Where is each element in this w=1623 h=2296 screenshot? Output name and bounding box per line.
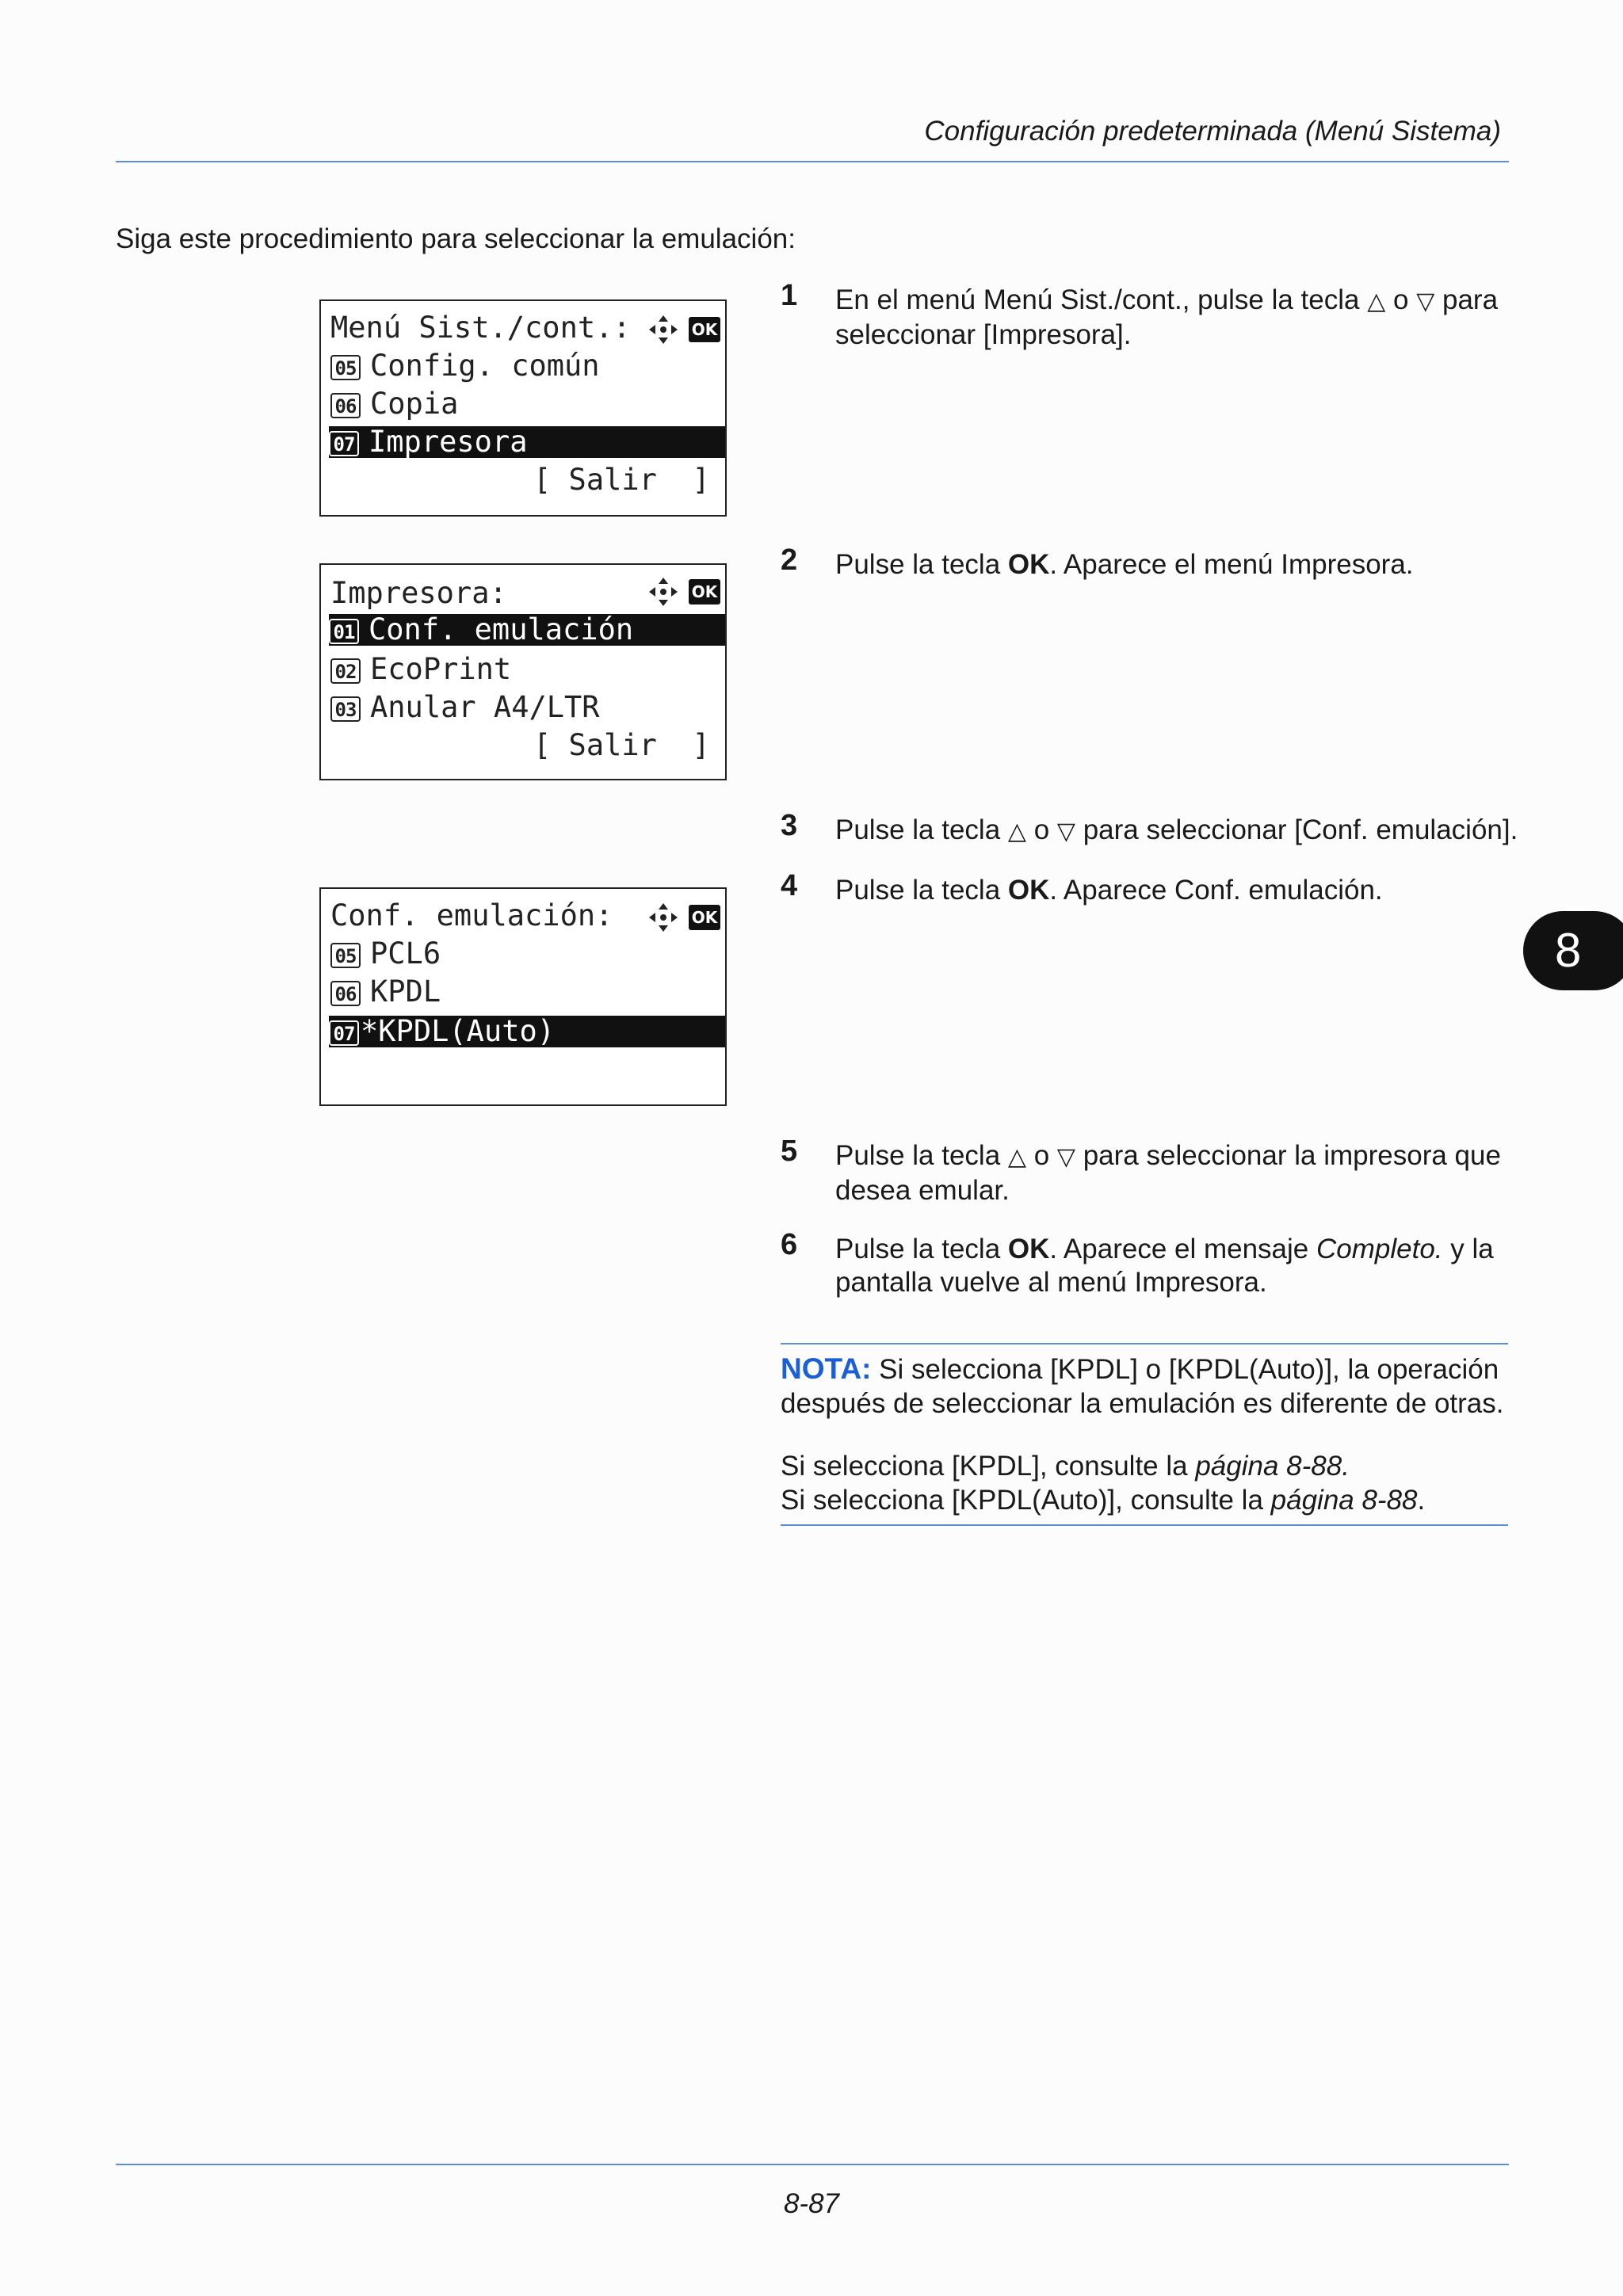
lcd-title: Impresora: — [330, 576, 507, 610]
menu-item — [330, 388, 725, 420]
item-label: Anular A4/LTR — [370, 690, 600, 724]
footer-rule — [116, 2164, 1509, 2165]
navigation-arrows-icon — [647, 576, 679, 608]
down-arrow-key-icon: ▽ — [1416, 288, 1435, 315]
menu-item — [330, 692, 725, 723]
ok-key-icon: OK — [689, 317, 720, 342]
item-label: Copia — [370, 387, 459, 421]
up-arrow-key-icon: △ — [1367, 288, 1386, 315]
item-label: *KPDL(Auto) — [361, 1014, 556, 1048]
exit-softkey: [ Salir ] — [533, 728, 710, 762]
item-label: PCL6 — [370, 936, 441, 971]
step-number: 6 — [781, 1228, 798, 1261]
step-text: Pulse la tecla OK. Aparece Conf. emulación. — [835, 875, 1383, 906]
note-label: NOTA: — [781, 1352, 872, 1385]
down-arrow-key-icon: ▽ — [1056, 1144, 1075, 1170]
intro-text: Siga este procedimiento para seleccionar la emulación: — [116, 223, 796, 254]
item-label: Conf. emulación — [369, 612, 634, 646]
header-rule — [116, 161, 1509, 162]
navigation-arrows-icon — [647, 902, 679, 933]
menu-item-selected — [329, 1016, 725, 1047]
up-arrow-key-icon: △ — [1007, 1144, 1026, 1170]
menu-item-selected — [329, 426, 725, 458]
step-text: En el menú Menú Sist./cont., pulse la tecla △ o ▽ para seleccionar [Impresora]. — [835, 284, 1499, 350]
menu-item — [330, 976, 725, 1008]
menu-item — [330, 938, 725, 970]
note-bottom-rule — [781, 1524, 1508, 1526]
item-label: Impresora — [369, 425, 528, 459]
item-label: EcoPrint — [370, 652, 512, 686]
menu-item — [330, 350, 725, 382]
ok-key-icon: OK — [689, 905, 720, 930]
page-number: 8-87 — [783, 2188, 840, 2219]
note-reference: Si selecciona [KPDL(Auto)], consulte la página 8-88. — [781, 1485, 1426, 1516]
item-number: 03 — [330, 696, 361, 722]
down-arrow-key-icon: ▽ — [1056, 818, 1075, 845]
menu-item — [330, 654, 725, 685]
step-text: Pulse la tecla OK. Aparece el mensaje Completo. y la pantalla vuelve al menú Impresora. — [835, 1234, 1494, 1298]
step-number: 1 — [781, 279, 798, 312]
item-number: 01 — [329, 619, 359, 644]
step-number: 4 — [781, 869, 798, 902]
item-number: 06 — [330, 981, 361, 1006]
ok-key-icon: OK — [689, 579, 720, 605]
lcd-screen-system-menu — [319, 299, 727, 517]
menu-item-selected — [329, 614, 725, 646]
item-number: 05 — [330, 355, 361, 380]
step-text: Pulse la tecla △ o ▽ para seleccionar la impresora que desea emular. — [835, 1140, 1501, 1206]
note-top-rule — [781, 1343, 1508, 1344]
up-arrow-key-icon: △ — [1007, 818, 1026, 845]
item-number: 02 — [330, 658, 361, 684]
note-box: NOTA: Si selecciona [KPDL] o [KPDL(Auto)], la operación después de seleccionar la emulación es diferente de otras. — [781, 1352, 1504, 1419]
item-number: 06 — [330, 393, 361, 418]
lcd-title: Menú Sist./cont.: — [330, 311, 631, 345]
running-header: Configuración predeterminada (Menú Sistema) — [924, 116, 1501, 147]
exit-softkey: [ Salir ] — [533, 463, 710, 497]
lcd-title: Conf. emulación: — [330, 898, 613, 933]
step-number: 3 — [781, 809, 798, 842]
chapter-tab: 8 — [1523, 911, 1623, 990]
step-number: 2 — [781, 543, 798, 577]
item-label: KPDL — [370, 974, 441, 1009]
step-text: Pulse la tecla △ o ▽ para seleccionar [Conf. emulación]. — [835, 814, 1533, 849]
step-text: Pulse la tecla OK. Aparece el menú Impresora. — [835, 549, 1414, 580]
item-number: 07 — [329, 431, 359, 456]
item-number: 07 — [329, 1020, 359, 1046]
lcd-screen-emulation-menu — [319, 887, 727, 1106]
item-number: 05 — [330, 943, 361, 968]
step-number: 5 — [781, 1135, 798, 1168]
item-label: Config. común — [370, 349, 600, 383]
note-reference: Si selecciona [KPDL], consulte la página 8-88. — [781, 1451, 1350, 1482]
navigation-arrows-icon — [647, 314, 679, 345]
lcd-screen-printer-menu — [319, 563, 727, 780]
